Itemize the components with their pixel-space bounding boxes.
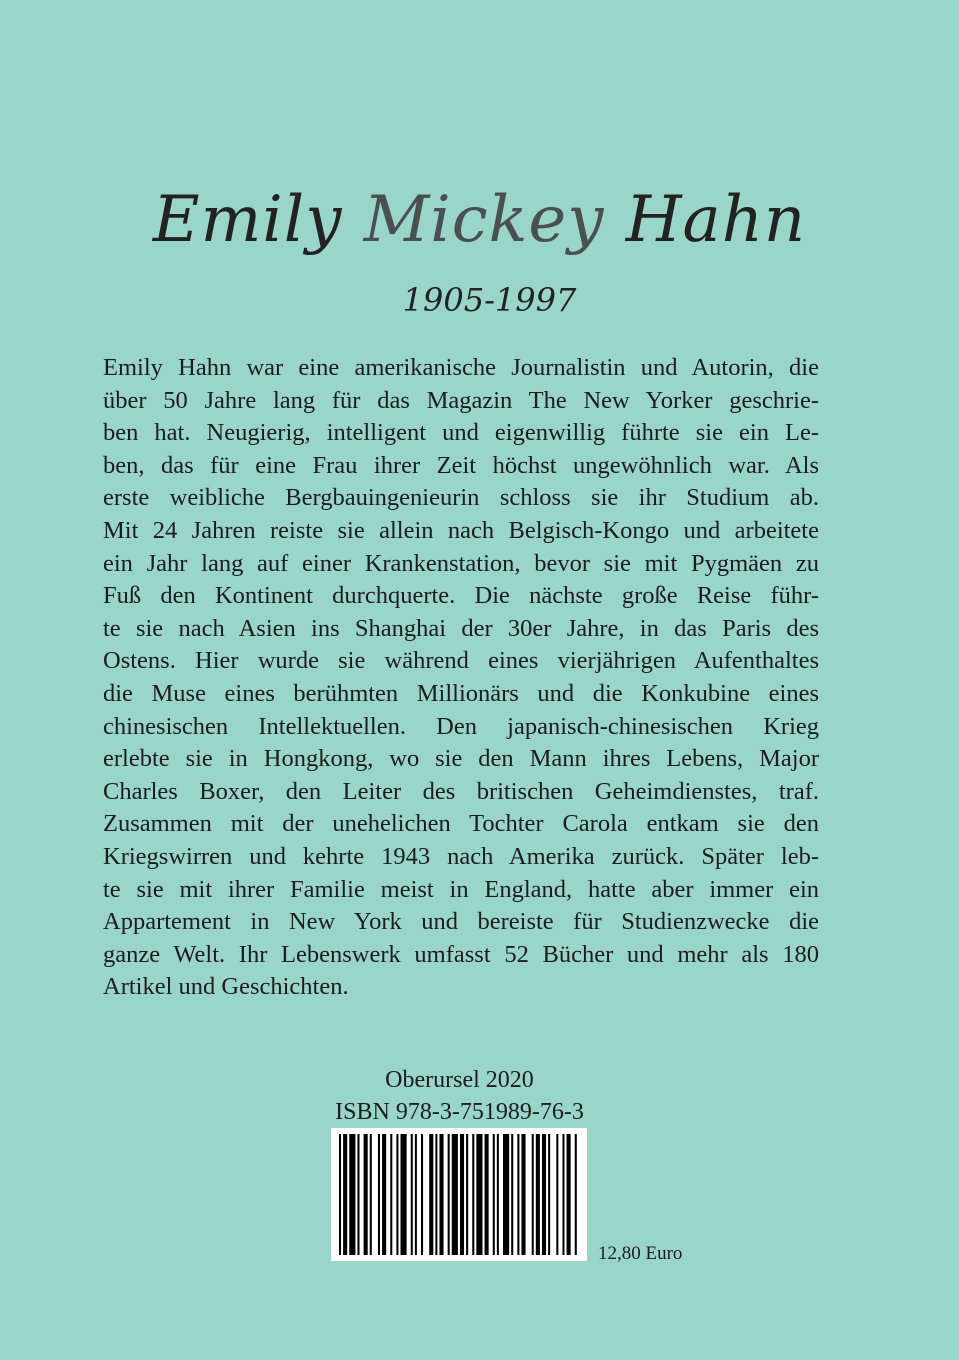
bio-line: ben hat. Neugierig, intelligent und eigenwillig führte sie ein Le- — [103, 419, 819, 447]
barcode-bar — [429, 1134, 433, 1255]
bio-line: ganze Welt. Ihr Lebenswerk umfasst 52 Bücher und mehr als 180 — [103, 940, 819, 968]
barcode-bar — [497, 1134, 499, 1255]
barcode-bar — [485, 1134, 489, 1255]
barcode-bar — [548, 1134, 550, 1255]
barcode-bar — [378, 1134, 380, 1255]
life-years: 1905-1997 — [402, 281, 577, 319]
barcode-bar — [556, 1134, 558, 1255]
bio-line: ein Jahr lang auf einer Krankenstation, bevor sie mit Pygmäen zu — [103, 549, 819, 577]
barcode-bar — [435, 1134, 437, 1255]
bio-line: Appartement in New York und bereiste für Studienzwecke die — [103, 908, 819, 936]
barcode-bar — [575, 1134, 577, 1255]
barcode-bar — [421, 1134, 423, 1255]
barcode-bar — [357, 1134, 359, 1255]
bio-line: Zusammen mit der unehelichen Tochter Carola entkam sie den — [103, 810, 819, 838]
bio-line: Emily Hahn war eine amerikanische Journalistin und Autorin, die — [103, 354, 819, 381]
barcode — [331, 1128, 587, 1261]
barcode-bar — [503, 1134, 509, 1255]
title-nickname: Mickey — [363, 183, 605, 257]
barcode-bar — [542, 1134, 546, 1255]
bio-line: Kriegswirren und kehrte 1943 nach Amerika zurück. Später leb- — [103, 842, 819, 870]
barcode-bar — [452, 1134, 458, 1255]
barcode-bar — [521, 1134, 525, 1255]
barcode-bar — [511, 1134, 513, 1255]
price-label: 12,80 Euro — [598, 1243, 683, 1264]
barcode-bar — [517, 1134, 519, 1255]
barcode-bar — [466, 1134, 468, 1255]
barcode-bar — [396, 1134, 398, 1255]
bio-line: erlebte sie in Hongkong, wo sie den Mann ihres Lebens, Major — [103, 745, 819, 773]
barcode-bars — [331, 1128, 587, 1261]
barcode-bar — [390, 1134, 392, 1255]
barcode-bar — [364, 1134, 368, 1255]
barcode-bar — [562, 1134, 564, 1255]
barcode-bar — [411, 1134, 413, 1255]
bio-line: chinesischen Intellektuellen. Den japanisch-chinesischen Krieg — [103, 712, 819, 740]
bio-line: ben, das für eine Frau ihrer Zeit höchst ungewöhnlich war. Als — [103, 451, 819, 479]
bio-line: Fuß den Kontinent durchquerte. Die nächste große Reise führ- — [103, 582, 819, 610]
barcode-bar — [448, 1134, 450, 1255]
barcode-bar — [343, 1134, 347, 1255]
bio-line: Artikel und Geschichten. — [103, 973, 349, 1001]
barcode-bar — [370, 1134, 372, 1255]
bio-line: Mit 24 Jahren reiste sie allein nach Belgisch-Kongo und arbeitete — [103, 516, 819, 544]
barcode-bar — [567, 1134, 571, 1255]
barcode-bar — [532, 1134, 534, 1255]
barcode-bar — [536, 1134, 540, 1255]
barcode-bar — [472, 1134, 474, 1255]
barcode-bar — [401, 1134, 407, 1255]
bio-line: über 50 Jahre lang für das Magazin The New Yorker geschrie- — [103, 386, 819, 414]
barcode-bar — [493, 1134, 495, 1255]
book-title — [0, 183, 959, 257]
barcode-bar — [476, 1134, 482, 1255]
bio-line: Ostens. Hier wurde sie während eines vierjährigen Aufenthaltes — [103, 647, 819, 675]
bio-line: die Muse eines berühmten Millionärs und die Konkubine eines — [103, 679, 819, 707]
barcode-bar — [349, 1134, 355, 1255]
barcode-bar — [415, 1134, 417, 1255]
publication-place-year: Oberursel 2020 — [385, 1067, 534, 1093]
barcode-bar — [382, 1134, 386, 1255]
bio-line: te sie mit ihrer Familie meist in England, hatte aber immer ein — [103, 875, 819, 903]
bio-line: Charles Boxer, den Leiter des britischen Geheimdienstes, traf. — [103, 777, 819, 805]
barcode-bar — [339, 1134, 341, 1255]
bio-line: te sie nach Asien ins Shanghai der 30er Jahre, in das Paris des — [103, 614, 819, 642]
bio-line: erste weibliche Bergbauingenieurin schloss sie ihr Studium ab. — [103, 484, 819, 512]
biography-text — [103, 352, 819, 1004]
barcode-bar — [439, 1134, 443, 1255]
barcode-bar — [460, 1134, 464, 1255]
title-first-name: Emily — [152, 183, 343, 257]
title-last-name: Hahn — [625, 183, 807, 257]
isbn-number: ISBN 978-3-751989-76-3 — [335, 1099, 584, 1125]
